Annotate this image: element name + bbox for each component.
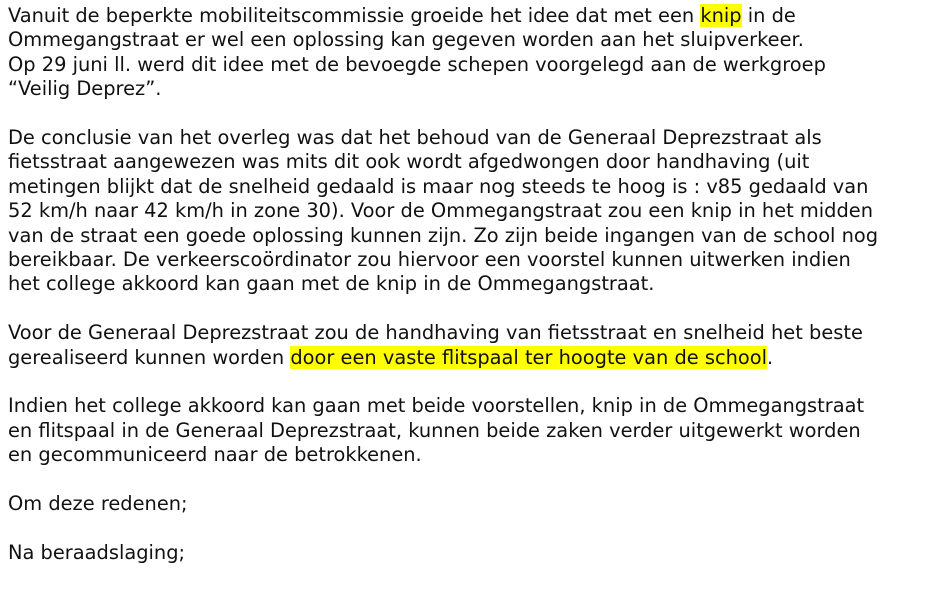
text-line: en gecommuniceerd naar de betrokkenen.: [8, 443, 422, 467]
text-line: De conclusie van het overleg was dat het behoud van de Generaal Deprezstraat als: [8, 126, 822, 150]
text-line: Ommegangstraat er wel een oplossing kan gegeven worden aan het sluipverkeer.: [8, 28, 804, 52]
text-line: “Veilig Deprez”.: [8, 77, 162, 101]
highlighted-text: knip: [700, 4, 742, 27]
text-line: fietsstraat aangewezen was mits dit ook wordt afgedwongen door handhaving (uit: [8, 150, 810, 174]
paragraph: [8, 126, 933, 297]
text-line: bereikbaar. De verkeerscoördinator zou hiervoor een voorstel kunnen uitwerken indien: [8, 248, 851, 272]
paragraph: [8, 541, 933, 565]
text-segment: .: [767, 345, 774, 369]
text-line: Indien het college akkoord kan gaan met beide voorstellen, knip in de Ommegangstraat: [8, 394, 865, 418]
text-line: het college akkoord kan gaan met de knip in de Ommegangstraat.: [8, 272, 655, 296]
text-line: metingen blijkt dat de snelheid gedaald is maar nog steeds te hoog is : v85 gedaald van: [8, 174, 869, 198]
text-line: [8, 346, 933, 370]
text-segment: in de: [741, 4, 796, 27]
paragraph: [8, 492, 933, 516]
text-segment: Vanuit de beperkte mobiliteitscommissie groeide het idee dat met een: [8, 4, 701, 27]
text-line: [8, 4, 933, 28]
text-line: Op 29 juni ll. werd dit idee met de bevoegde schepen voorgelegd aan de werkgroep: [8, 52, 826, 76]
highlighted-text: door een vaste flitspaal ter hoogte van de school: [290, 345, 768, 369]
paragraph: [8, 321, 933, 370]
text-line: Na beraadslaging;: [8, 540, 186, 564]
paragraph: [8, 4, 933, 102]
paragraph: [8, 394, 933, 467]
text-line: 52 km/h naar 42 km/h in zone 30). Voor de Ommegangstraat zou een knip in het midden: [8, 199, 874, 223]
text-line: van de straat een goede oplossing kunnen zijn. Zo zijn beide ingangen van de school nog: [8, 223, 879, 247]
text-line: en flitspaal in de Generaal Deprezstraat, kunnen beide zaken verder uitgewerkt worden: [8, 418, 861, 442]
document-body: [8, 4, 933, 590]
text-segment: gerealiseerd kunnen worden: [8, 345, 291, 369]
text-line: Om deze redenen;: [8, 492, 188, 516]
text-line: Voor de Generaal Deprezstraat zou de handhaving van fietsstraat en snelheid het beste: [8, 321, 863, 345]
